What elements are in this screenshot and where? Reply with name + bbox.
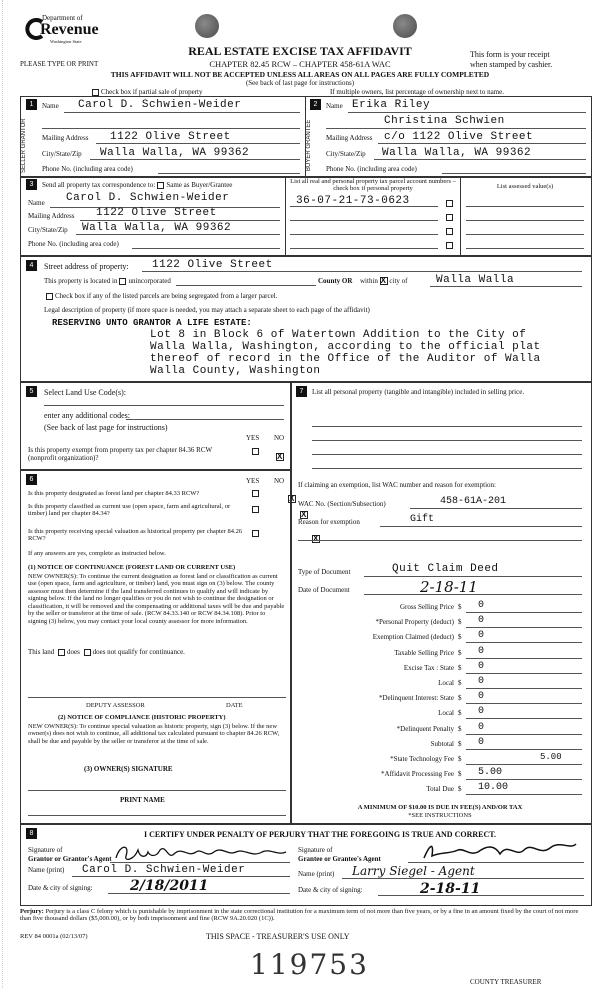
legal-line-1: Lot 8 in Block 6 of Watertown Addition to the City of: [150, 329, 527, 341]
correspondence-city-value[interactable]: Walla Walla, WA 99362: [82, 222, 232, 234]
buyer-name-value1[interactable]: Erika Riley: [352, 99, 431, 111]
notice-continuance-text: NEW OWNER(S): To continue the current designation as forest land or classification as current use (open space, farm and agriculture, or timber) land, you must sign on (3) below. The county assessor must then determine if the land transferred continues to qualify and will indicate by signing below. If the land no longer qualifies or you do not wish to continue the designation or classification, it will be removed and the compensating or additional taxes will be due and payable by the seller or transferor at the time of sale. (RCW 84.33.140 or RCW 84.34.108). Prior to signing (3) below, you may contact your local county assessor for more information.: [28, 573, 285, 625]
fee-value[interactable]: 0: [478, 721, 485, 733]
parcel-checkbox-2[interactable]: [446, 214, 453, 221]
forest-yes-checkbox[interactable]: [252, 490, 259, 497]
seller-phone-label: Phone No. (including area code): [42, 165, 133, 173]
fee-value[interactable]: 10.00: [478, 782, 509, 794]
personal-line-1: [312, 426, 582, 427]
fee-label: Local: [438, 679, 454, 687]
fee-label: Subtotal: [430, 739, 454, 748]
fee-label: Gross Selling Price: [399, 603, 454, 611]
receipt-note1: This form is your receipt: [470, 50, 550, 59]
assessed-header: List assessed value(s): [496, 183, 554, 190]
notice-compliance-title: (2) NOTICE OF COMPLIANCE (HISTORIC PROPERTY): [58, 714, 226, 721]
sec6-yes-header: YES: [246, 477, 260, 485]
fee-line: [466, 612, 582, 613]
buyer-name-line2: [326, 128, 586, 129]
unincorporated-checkbox[interactable]: [119, 278, 126, 285]
logo-line2: Revenue: [40, 21, 99, 38]
perforation-edge: [2, 0, 3, 988]
document-type-line: [364, 576, 582, 577]
historic-question: Is this property receiving special valuation as historical property per chapter 84.26 RCW?: [28, 528, 243, 543]
fee-line: [466, 749, 582, 750]
fee-label: Taxable Selling Price: [394, 648, 454, 657]
grantee-signature: [420, 838, 580, 864]
exempt-yes-checkbox[interactable]: [252, 448, 259, 455]
buyer-mail-label: Mailing Address: [326, 134, 373, 142]
revision-label: REV 84 0001a (02/13/07): [20, 933, 88, 940]
legal-description-label: Legal description of property (if more space is needed, you may attach a separate sheet to each page of the affidavit): [44, 306, 370, 314]
section-1-number: 1: [26, 99, 37, 110]
fee-label: *State Technology Fee: [390, 755, 454, 763]
county-line: [176, 285, 316, 286]
print-name-line: [28, 815, 286, 816]
fee-value[interactable]: 0: [478, 600, 485, 611]
print-name-label: PRINT NAME: [120, 796, 165, 804]
grantor-signature: [112, 842, 290, 864]
personal-line-3: [312, 454, 582, 455]
reason-value[interactable]: Gift: [410, 514, 435, 525]
fee-dollar-sign: $: [458, 785, 462, 794]
fee-dollar-sign: $: [458, 724, 462, 733]
fee-dollar-sign: $: [458, 648, 462, 657]
segregated-row: [44, 292, 277, 300]
grantor-date-label: Date & city of signing:: [28, 884, 93, 892]
owner-signature-line: [28, 790, 286, 791]
fee-value[interactable]: 0: [478, 630, 485, 642]
fee-value[interactable]: 0: [478, 676, 485, 687]
correspondence-name-value[interactable]: Carol D. Schwien-Weider: [66, 192, 230, 204]
county-label: County OR: [318, 277, 353, 285]
fee-line: [466, 779, 582, 780]
fee-label: Excise Tax : State: [403, 663, 454, 672]
parcel-checkbox-4[interactable]: [446, 242, 453, 249]
fee-dollar-sign: $: [458, 663, 462, 672]
correspondence-city-line: [76, 234, 280, 235]
punch-hole-left: [195, 14, 219, 38]
fee-line: [466, 688, 582, 689]
buyer-phone-label: Phone No. (including area code): [326, 165, 417, 173]
reason-label: Reason for exemption: [298, 518, 360, 526]
logo-line3: Washington State: [50, 39, 82, 44]
notice-compliance-text: NEW OWNER(S): To continue special valuation as historic property, sign (3) below. If the new owner(s) does not wish to continue, all additional tax calculated pursuant to chapter 84.26 RCW, shall be due and payable by the seller or transferor at the time of sale.: [28, 723, 280, 745]
fee-line: [466, 794, 582, 795]
section-7-number: 7: [296, 386, 307, 397]
sec6-no-header: NO: [274, 477, 285, 485]
this-land-label: This land: [28, 648, 55, 656]
punch-hole-right: [393, 14, 417, 38]
buyer-name-value2[interactable]: Christina Schwien: [384, 115, 505, 127]
fee-dollar-sign: $: [458, 679, 462, 687]
buyer-city-value[interactable]: Walla Walla, WA 99362: [382, 147, 532, 159]
street-address-label: Street address of property:: [44, 262, 129, 271]
current-use-yes-checkbox[interactable]: [252, 506, 259, 513]
located-row: [44, 277, 171, 285]
personal-line-2: [312, 440, 582, 441]
fee-dollar-sign: $: [458, 633, 462, 642]
section-4-number: 4: [26, 260, 37, 271]
land-use-label: Select Land Use Code(s):: [44, 388, 126, 397]
fee-label: *Delinquent Interest: State: [378, 694, 454, 703]
legal-line-4: Walla County, Washington: [150, 365, 321, 377]
assessed-line-1: [466, 206, 584, 207]
grantee-date-label: Date & city of signing:: [298, 886, 363, 894]
owner-signature-label: (3) OWNER(S) SIGNATURE: [84, 765, 173, 773]
buyer-mail-value[interactable]: c/o 1122 Olive Street: [384, 131, 534, 143]
section-3-divider: [285, 176, 286, 256]
buyer-name-line: [348, 112, 586, 113]
deputy-date-label: DATE: [226, 702, 243, 709]
fee-line: [466, 642, 582, 643]
fee-dollar-sign: $: [458, 755, 462, 763]
fee-dollar-sign: $: [458, 618, 462, 627]
grantor-sig-label-a: Signature of: [28, 846, 63, 854]
buyer-city-label: City/State/Zip: [326, 150, 366, 158]
reason-line: [380, 526, 582, 527]
grantee-name-print-value[interactable]: Larry Siegel - Agent: [352, 864, 475, 878]
fee-dollar-sign: $: [458, 770, 462, 779]
sec5-yes-header: YES: [246, 434, 260, 442]
certify-statement: I CERTIFY UNDER PENALTY OF PERJURY THAT THE FOREGOING IS TRUE AND CORRECT.: [143, 830, 496, 839]
buyer-mail-line: [378, 143, 586, 144]
perjury-label: Perjury:: [20, 908, 44, 915]
fee-value[interactable]: 0: [478, 660, 485, 672]
see-instructions-note: *SEE INSTRUCTIONS: [408, 812, 472, 819]
fee-value[interactable]: 0: [478, 706, 485, 718]
does-not-checkbox[interactable]: [84, 649, 91, 656]
city-line: [430, 286, 582, 287]
fee-line: [466, 718, 582, 719]
buyer-side-label: BUYER GRANTEE: [306, 119, 312, 172]
see-back-note: (See back of last page for instructions): [245, 79, 355, 87]
fee-value[interactable]: 0: [478, 736, 485, 748]
seller-phone-line: [158, 173, 300, 174]
segregated-label: Check box if any of the listed parcels are being segregated from a larger parcel.: [55, 292, 278, 300]
fee-value[interactable]: 0: [478, 691, 485, 703]
seller-side-label: SELLER GRANTOR: [21, 118, 27, 173]
city-of-label: city of: [389, 277, 408, 285]
correspondence-name-label: Name: [28, 199, 45, 207]
receipt-note2: when stamped by cashier.: [470, 60, 553, 69]
logo-line1: Department of: [42, 14, 83, 22]
grantee-name-print-line: [342, 878, 584, 879]
land-use-line: [44, 405, 284, 406]
grantor-date-value[interactable]: 2/18/2011: [130, 878, 209, 894]
seller-name-line2: [42, 128, 300, 129]
fee-label: *Personal Property (deduct): [375, 618, 454, 627]
grantee-sig-label-a: Signature of: [298, 846, 333, 854]
fee-line: [466, 764, 582, 765]
personal-line-4: [312, 468, 582, 469]
correspondence-mail-label: Mailing Address: [28, 212, 75, 220]
seller-mail-label: Mailing Address: [42, 134, 89, 142]
parcel-line-4: [290, 248, 438, 249]
assessed-line-2: [466, 220, 584, 221]
within-label: within: [360, 277, 378, 285]
buyer-city-line: [374, 159, 586, 160]
seller-mail-value[interactable]: 1122 Olive Street: [110, 131, 231, 143]
correspondence-mail-value[interactable]: 1122 Olive Street: [96, 207, 217, 219]
grantee-date-value[interactable]: 2-18-11: [420, 881, 481, 897]
deputy-assessor-label: DEPUTY ASSESSOR: [86, 702, 145, 709]
qualify-label: qualify for continuance.: [117, 648, 185, 656]
document-date-value[interactable]: 2-18-11: [420, 578, 478, 596]
grantee-date-line: [378, 895, 584, 896]
parcel-checkbox-3[interactable]: [446, 228, 453, 235]
within-row: [360, 277, 407, 285]
exempt-question: Is this property exempt from property tax per chapter 84.36 RCW (nonprofit organization)?: [28, 446, 212, 463]
assessed-line-4: [466, 248, 584, 249]
county-treasurer-label: COUNTY TREASURER: [470, 978, 542, 986]
within-city-checkbox[interactable]: [380, 277, 388, 285]
deputy-assessor-line: [28, 697, 286, 698]
fee-dollar-sign: $: [458, 603, 462, 611]
seller-name-line: [64, 112, 300, 113]
buyer-name-label: Name: [326, 102, 343, 110]
fee-value[interactable]: 0: [478, 615, 485, 627]
document-type-label: Type of Document: [298, 568, 351, 576]
multiple-owners-note: If multiple owners, list percentage of ownership next to name.: [330, 88, 504, 96]
seller-name-value[interactable]: Carol D. Schwien-Weider: [78, 99, 242, 111]
fee-label: Local: [438, 709, 454, 718]
fee-label: *Affidavit Processing Fee: [381, 770, 454, 779]
fee-label: *Delinquent Penalty: [396, 724, 454, 733]
parcel-header: List all real and personal property tax parcel account numbers – check box if personal property: [290, 178, 456, 193]
fee-line: [466, 734, 582, 735]
send-correspondence-row: [42, 181, 232, 189]
fee-value[interactable]: 5.00: [478, 767, 503, 779]
reason-line-2: [298, 540, 582, 541]
parcel-line-3: [290, 234, 438, 235]
grantor-sig-label-b: Grantor or Grantor's Agent: [28, 855, 112, 863]
correspondence-mail-line: [80, 220, 280, 221]
does-label: does: [67, 648, 80, 656]
buyer-phone-line: [442, 173, 586, 174]
fee-label: Exemption Claimed (deduct): [372, 633, 454, 642]
fee-line: [466, 703, 582, 704]
segregated-checkbox[interactable]: [46, 293, 53, 300]
same-as-buyer-label: Same as Buyer/Grantee: [166, 181, 233, 189]
fee-line: [466, 658, 582, 659]
city-value[interactable]: Walla Walla: [436, 274, 515, 286]
seller-city-line: [90, 159, 300, 160]
reserving-life-estate: RESERVING UNTO GRANTOR A LIFE ESTATE:: [52, 318, 252, 328]
parcel-number-value[interactable]: 36-07-21-73-0623: [296, 195, 410, 207]
historic-yes-checkbox[interactable]: [252, 530, 259, 537]
form-subtitle: CHAPTER 82.45 RCW – CHAPTER 458-61A WAC: [209, 59, 391, 69]
if-any-yes-note: If any answers are yes, complete as instructed below.: [28, 550, 166, 557]
send-correspondence-label: Send all property tax correspondence to:: [42, 181, 156, 189]
grantor-name-print-label: Name (print): [28, 866, 65, 874]
forest-land-question: Is this property designated as forest land per chapter 84.33 RCW?: [28, 490, 200, 497]
perjury-text: Perjury is a class C felony which is punishable by imprisonment in the state correctional institution for a maximum term of not more than five years, or by a fine in an amount fixed by the court of not more than five thousand dollars ($5,000.00), or by both imprisonment and fine (RCW 9A.20.020 (1C)).: [20, 908, 579, 923]
exempt-no-checkbox[interactable]: [276, 453, 284, 461]
grantor-name-print-value[interactable]: Carol D. Schwien-Weider: [82, 864, 246, 876]
partial-sale-label: Check box if partial sale of property: [101, 88, 203, 96]
street-address-value[interactable]: 1122 Olive Street: [152, 259, 273, 271]
wac-value[interactable]: 458-61A-201: [440, 496, 507, 507]
form-title: REAL ESTATE EXCISE TAX AFFIDAVIT: [188, 44, 412, 58]
unincorporated-label: unincorporated: [128, 277, 171, 285]
parcel-checkbox-1[interactable]: [446, 200, 453, 207]
personal-property-label: List all personal property (tangible and intangible) included in selling price.: [312, 388, 525, 396]
correspondence-city-label: City/State/Zip: [28, 226, 68, 234]
fee-value[interactable]: 0: [478, 645, 485, 657]
assessed-line-3: [466, 234, 584, 235]
fee-label: Total Due: [426, 785, 454, 794]
treasurer-use-label: THIS SPACE - TREASURER'S USE ONLY: [206, 932, 350, 941]
street-address-line: [142, 271, 582, 272]
document-date-label: Date of Document: [298, 586, 350, 594]
section-3-divider2: [460, 176, 461, 256]
additional-codes-label: enter any additional codes:: [44, 411, 130, 420]
current-use-question: Is this property classified as current use (open space, farm and agricultural, or timber) land per chapter 84.34?: [28, 503, 231, 518]
same-as-buyer-checkbox[interactable]: [157, 182, 164, 189]
grantee-sig-label-b: Grantee or Grantee's Agent: [298, 855, 381, 863]
stamp-number: 119753: [250, 948, 369, 981]
minimum-fee-note: A MINIMUM OF $10.00 IS DUE IN FEE(S) AND/OR TAX: [357, 804, 523, 811]
additional-codes-line: [126, 419, 284, 420]
fee-line: [466, 673, 582, 674]
section-3-number: 3: [26, 179, 37, 190]
fee-line: [466, 627, 582, 628]
wac-label: WAC No. (Section/Subsection): [298, 500, 386, 508]
parcel-line-1: [290, 206, 438, 207]
seller-mail-line: [96, 143, 300, 144]
legal-line-3: thereof of record in the Office of the Auditor of Walla: [150, 353, 541, 365]
wac-line: [410, 508, 582, 509]
section-2-number: 2: [310, 99, 321, 110]
does-checkbox[interactable]: [58, 649, 65, 656]
sec5-no-header: NO: [274, 434, 285, 442]
fee-dollar-sign: $: [458, 694, 462, 703]
parcel-line-2: [290, 220, 438, 221]
grantee-name-print-label: Name (print): [298, 870, 335, 878]
seller-city-label: City/State/Zip: [42, 150, 82, 158]
please-type-label: PLEASE TYPE OR PRINT: [20, 60, 99, 68]
fee-dollar-sign: $: [458, 709, 462, 718]
correspondence-phone-label: Phone No. (including area code): [28, 240, 119, 248]
does-not-label: does not: [92, 648, 117, 656]
document-type-value[interactable]: Quit Claim Deed: [392, 563, 499, 575]
fee-value[interactable]: 5.00: [540, 752, 562, 762]
correspondence-phone-line: [132, 248, 280, 249]
legal-line-2: Walla Walla, Washington, according to the official plat: [150, 341, 541, 353]
partial-sale-checkbox[interactable]: [92, 89, 99, 96]
section-6-number: 6: [26, 474, 37, 485]
warning-text: THIS AFFIDAVIT WILL NOT BE ACCEPTED UNLESS ALL AREAS ON ALL PAGES ARE FULLY COMPLETED: [110, 70, 490, 79]
section-5-number: 5: [26, 386, 37, 397]
grantor-name-print-line: [72, 876, 290, 877]
exemption-label: If claiming an exemption, list WAC number and reason for exemption:: [298, 481, 496, 489]
seller-name-label: Name: [42, 102, 59, 110]
land-use-see-back: (See back of last page for instructions): [44, 423, 168, 432]
section-8-number: 8: [26, 828, 37, 839]
located-label: This property is located in: [44, 277, 118, 285]
notice-continuance-title: (1) NOTICE OF CONTINUANCE (FOREST LAND OR CURRENT USE): [28, 564, 236, 571]
this-land-row: [28, 648, 185, 656]
fee-dollar-sign: $: [458, 739, 462, 748]
seller-city-value[interactable]: Walla Walla, WA 99362: [100, 147, 250, 159]
perjury-note: [20, 908, 590, 923]
